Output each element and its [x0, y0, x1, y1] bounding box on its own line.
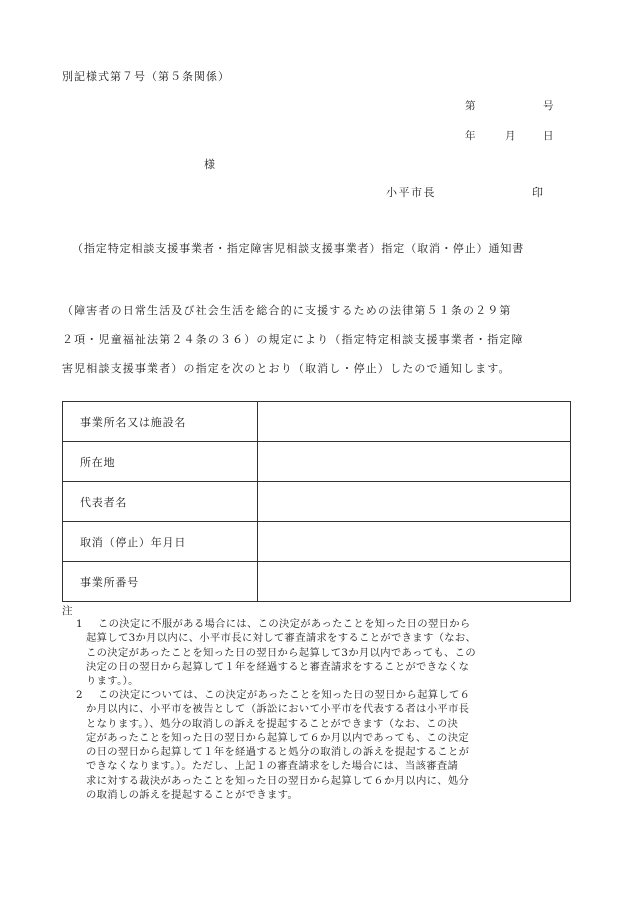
document-title: （指定特定相談支援事業者・指定障害児相談支援事業者）指定（取消・停止）通知書 — [72, 242, 525, 255]
note-line: ります。）。 — [86, 675, 139, 688]
table-row — [63, 442, 571, 482]
note-line: の取消しの訴えを提起することができます。 — [86, 789, 299, 802]
body-line: （障害者の日常生活及び社会生活を総合的に支援するための法律第５１条の２９第 — [62, 304, 512, 317]
date-year: 年 — [465, 130, 476, 142]
body-paragraph — [62, 296, 572, 383]
form-label: 別記様式第７号（第５条関係） — [62, 70, 230, 83]
table-row — [63, 402, 571, 442]
row-value-office-number — [258, 562, 571, 602]
row-value-representative — [258, 482, 571, 522]
note-line: となります。）、処分の取消しの訴えを提起することができます（なお、この決 — [86, 717, 459, 730]
table-row — [63, 562, 571, 602]
row-value-facility-name — [258, 402, 571, 442]
note-number: 2 — [76, 689, 83, 701]
facility-info-table — [62, 401, 571, 602]
date-day: 日 — [543, 130, 554, 142]
note-line: 決定の日の翌日から起算して１年を経過すると審査請求をすることができなくな — [86, 660, 470, 673]
note-line: 起算して3か月以内に、小平市長に対して審査請求をすることができます（なお、 — [86, 632, 477, 645]
note-line: の日の翌日から起算して１年を経過すると処分の取消しの訴えを提起することが — [86, 746, 470, 759]
issuer-mayor: 小平市長 — [386, 186, 436, 199]
notes-heading: 注 — [62, 605, 73, 617]
body-line: 害児相談支援事業者）の指定を次のとおり（取消し・停止）したので通知します。 — [62, 362, 511, 375]
row-value-cancellation-date — [258, 522, 571, 562]
note-line: か月以内に、小平市を被告として（訴訟において小平市を代表する者は小平市長 — [86, 703, 470, 716]
note-line: この決定があったことを知った日の翌日から起算して3か月以内であっても、この — [86, 646, 476, 659]
number-prefix: 第 — [465, 100, 476, 112]
date-month: 月 — [505, 130, 516, 142]
note-number: 1 — [76, 618, 83, 630]
note-item-1 — [62, 617, 574, 688]
addressee: 様 — [204, 158, 215, 171]
number-suffix: 号 — [543, 100, 554, 112]
table-row — [63, 522, 571, 562]
seal-mark: 印 — [532, 186, 543, 199]
row-label-address: 所在地 — [63, 442, 258, 482]
row-label-facility-name: 事業所名又は施設名 — [63, 402, 258, 442]
note-line: この決定については、この決定があったことを知った日の翌日から起算して６ — [98, 689, 471, 701]
note-line: 定があったことを知った日の翌日から起算して６か月以内であっても、この決定 — [86, 731, 470, 744]
row-label-cancellation-date: 取消（停止）年月日 — [63, 522, 258, 562]
note-line: できなくなります。）。ただし、上記１の審査請求をした場合には、当該審査請 — [86, 760, 459, 773]
note-line: この決定に不服がある場合には、この決定があったことを知った日の翌日から — [98, 618, 471, 630]
row-label-representative: 代表者名 — [63, 482, 258, 522]
row-value-address — [258, 442, 571, 482]
row-label-office-number: 事業所番号 — [63, 562, 258, 602]
note-item-2 — [62, 688, 574, 802]
body-line: ２項・児童福祉法第２４条の３６）の規定により（指定特定相談支援事業者・指定障 — [62, 333, 524, 346]
note-line: 求に対する裁決があったことを知った日の翌日から起算して６か月以内に、処分 — [86, 774, 470, 787]
table-row — [63, 482, 571, 522]
